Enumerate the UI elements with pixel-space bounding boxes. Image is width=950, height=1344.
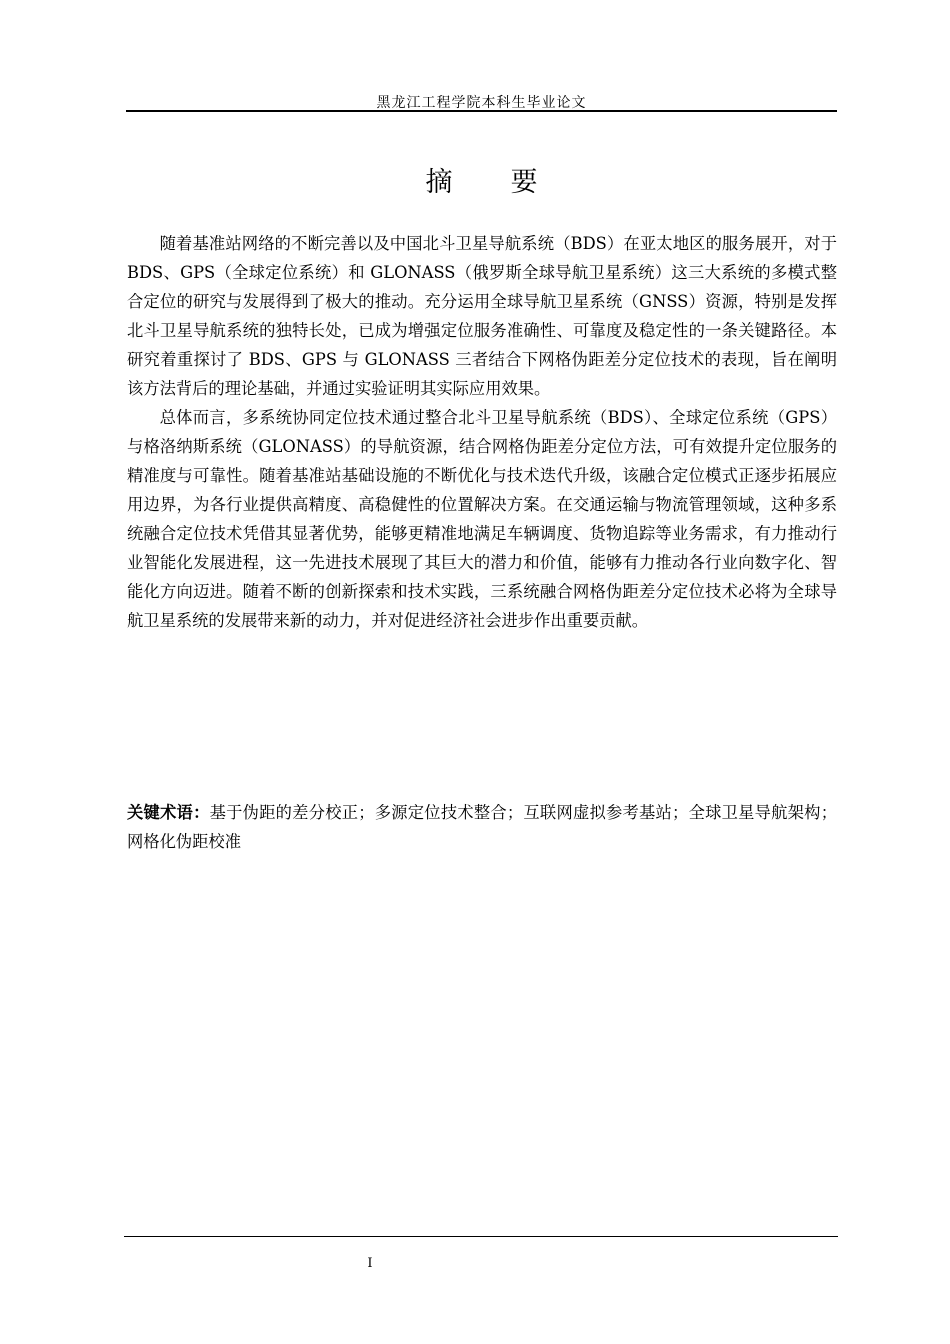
header-rule — [126, 110, 837, 112]
abstract-body — [127, 229, 837, 635]
keywords-label: 关键术语： — [127, 803, 210, 822]
abstract-paragraph-1: 随着基准站网络的不断完善以及中国北斗卫星导航系统（BDS）在亚太地区的服务展开，对于 BDS、GPS（全球定位系统）和 GLONASS（俄罗斯全球导航卫星系统）这三大系统的多模式整合定位的研究与发展得到了极大的推动。充分运用全球导航卫星系统（GNSS）资源，特别是发挥北斗卫星导航系统的独特长处，已成为增强定位服务准确性、可靠度及稳定性的一条关键路径。本研究着重探讨了 BDS、GPS 与 GLONASS 三者结合下网格伪距差分定位技术的表现，旨在阐明该方法背后的理论基础，并通过实验证明其实际应用效果。 — [127, 234, 837, 398]
keywords-text: 基于伪距的差分校正；多源定位技术整合；互联网虚拟参考基站；全球卫星导航架构；网格化伪距校准 — [127, 803, 837, 851]
abstract-title: 摘要 — [425, 167, 596, 198]
page-number: I — [367, 1256, 373, 1271]
footer-rule — [124, 1236, 838, 1237]
running-header: 黑龙江工程学院本科生毕业论文 — [376, 95, 587, 111]
keywords-section — [127, 798, 837, 856]
abstract-paragraph-2: 总体而言，多系统协同定位技术通过整合北斗卫星导航系统（BDS）、全球定位系统（GPS）与格洛纳斯系统（GLONASS）的导航资源，结合网格伪距差分定位方法，可有效提升定位服务的精准度与可靠性。随着基准站基础设施的不断优化与技术迭代升级，该融合定位模式正逐步拓展应用边界，为各行业提供高精度、高稳健性的位置解决方案。在交通运输与物流管理领域，这种多系统融合定位技术凭借其显著优势，能够更精准地满足车辆调度、货物追踪等业务需求，有力推动行业智能化发展进程，这一先进技术展现了其巨大的潜力和价值，能够有力推动各行业向数字化、智能化方向迈进。随着不断的创新探索和技术实践，三系统融合网格伪距差分定位技术必将为全球导航卫星系统的发展带来新的动力，并对促进经济社会进步作出重要贡献。 — [127, 408, 837, 630]
